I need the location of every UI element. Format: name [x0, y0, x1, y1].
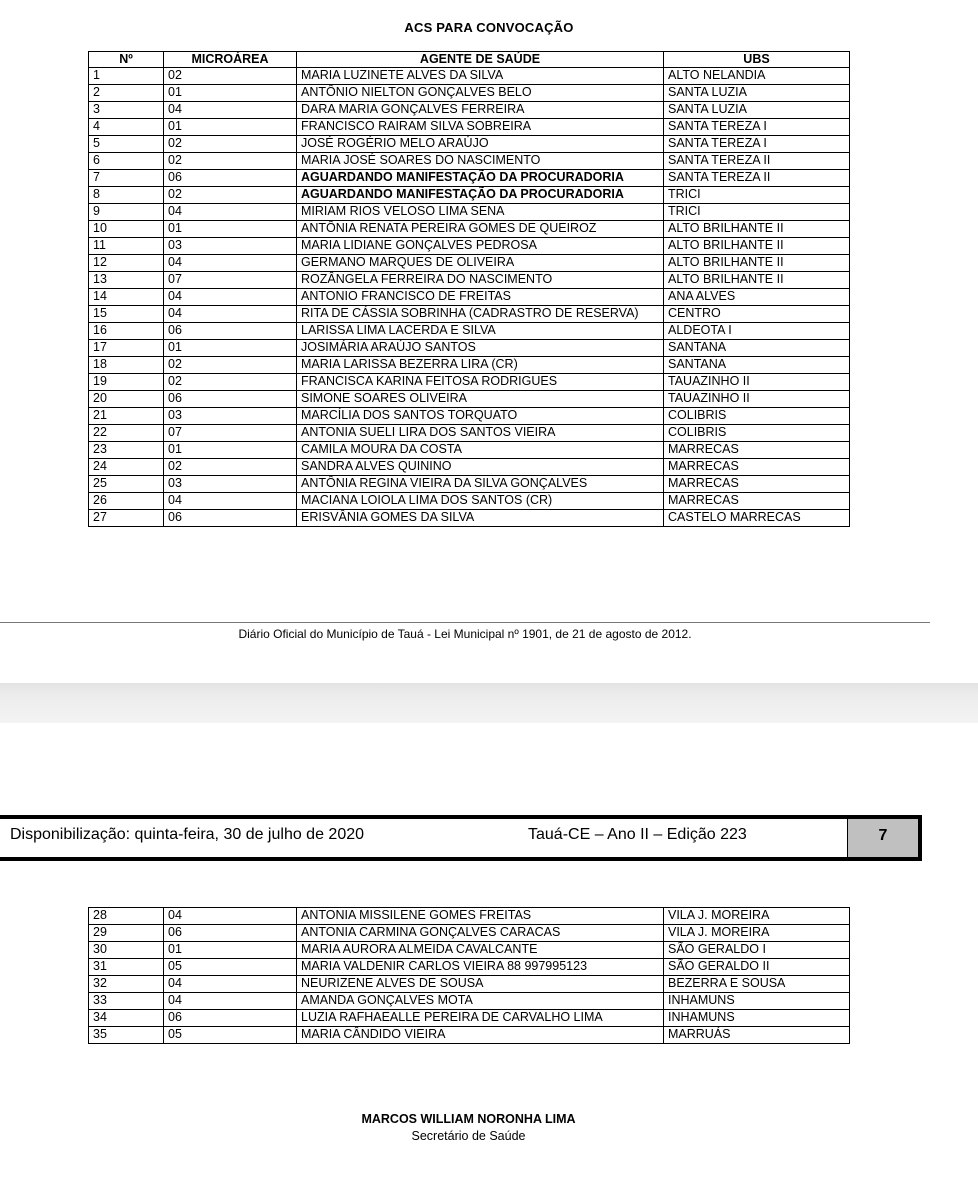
table-row	[89, 1010, 850, 1027]
cell-agent: ANTONIA CARMINA GONÇALVES CARACAS	[297, 925, 664, 942]
cell-microarea: 06	[164, 323, 297, 340]
cell-microarea: 03	[164, 238, 297, 255]
table-row	[89, 925, 850, 942]
cell-microarea: 06	[164, 510, 297, 527]
cell-ubs: SANTANA	[664, 340, 850, 357]
cell-number: 5	[89, 136, 164, 153]
cell-agent: ANTÔNIA REGINA VIEIRA DA SILVA GONÇALVES	[297, 476, 664, 493]
cell-ubs: ALTO BRILHANTE II	[664, 255, 850, 272]
cell-number: 19	[89, 374, 164, 391]
table-row	[89, 374, 850, 391]
cell-microarea: 01	[164, 942, 297, 959]
availability-date: Disponibilização: quinta-feira, 30 de julho de 2020	[10, 826, 365, 843]
cell-agent: ERISVÂNIA GOMES DA SILVA	[297, 510, 664, 527]
cell-microarea: 05	[164, 1027, 297, 1044]
cell-ubs: SANTA TEREZA I	[664, 136, 850, 153]
cell-agent: AMANDA GONÇALVES MOTA	[297, 993, 664, 1010]
table-row	[89, 306, 850, 323]
cell-number: 15	[89, 306, 164, 323]
cell-ubs: SANTA TEREZA I	[664, 119, 850, 136]
table-row	[89, 255, 850, 272]
cell-agent: GERMANO MARQUES DE OLIVEIRA	[297, 255, 664, 272]
cell-microarea: 04	[164, 976, 297, 993]
cell-microarea: 06	[164, 170, 297, 187]
cell-microarea: 01	[164, 221, 297, 238]
cell-agent: MARIA CÂNDIDO VIEIRA	[297, 1027, 664, 1044]
cell-ubs: MARRECAS	[664, 442, 850, 459]
table-row	[89, 442, 850, 459]
cell-ubs: TAUAZINHO II	[664, 374, 850, 391]
table-row	[89, 170, 850, 187]
table-row	[89, 1027, 850, 1044]
cell-agent: MARIA VALDENIR CARLOS VIEIRA 88 997995123	[297, 959, 664, 976]
cell-number: 26	[89, 493, 164, 510]
cell-microarea: 04	[164, 993, 297, 1010]
cell-ubs: SANTANA	[664, 357, 850, 374]
table-row	[89, 238, 850, 255]
header-microarea: MICROÁREA	[164, 52, 297, 68]
cell-agent: AGUARDANDO MANIFESTAÇÃO DA PROCURADORIA	[297, 170, 664, 187]
cell-number: 10	[89, 221, 164, 238]
table-row	[89, 187, 850, 204]
table-row	[89, 959, 850, 976]
cell-number: 1	[89, 68, 164, 85]
cell-microarea: 03	[164, 476, 297, 493]
cell-microarea: 04	[164, 908, 297, 925]
table-row	[89, 459, 850, 476]
cell-number: 14	[89, 289, 164, 306]
cell-microarea: 05	[164, 959, 297, 976]
cell-ubs: TRICI	[664, 204, 850, 221]
table-row	[89, 942, 850, 959]
cell-microarea: 04	[164, 306, 297, 323]
cell-agent: RITA DE CÁSSIA SOBRINHA (CADRASTRO DE RESERVA)	[297, 306, 664, 323]
cell-number: 9	[89, 204, 164, 221]
table-row	[89, 425, 850, 442]
cell-ubs: ALTO BRILHANTE II	[664, 221, 850, 238]
cell-agent: MARIA LIDIANE GONÇALVES PEDROSA	[297, 238, 664, 255]
table-header-row	[89, 52, 850, 68]
cell-microarea: 01	[164, 340, 297, 357]
cell-microarea: 02	[164, 136, 297, 153]
cell-microarea: 02	[164, 153, 297, 170]
table-row	[89, 272, 850, 289]
cell-ubs: SÃO GERALDO II	[664, 959, 850, 976]
cell-number: 2	[89, 85, 164, 102]
cell-number: 7	[89, 170, 164, 187]
cell-agent: AGUARDANDO MANIFESTAÇÃO DA PROCURADORIA	[297, 187, 664, 204]
cell-agent: MARIA AURORA ALMEIDA CAVALCANTE	[297, 942, 664, 959]
cell-number: 12	[89, 255, 164, 272]
cell-ubs: CENTRO	[664, 306, 850, 323]
cell-number: 18	[89, 357, 164, 374]
cell-microarea: 02	[164, 187, 297, 204]
cell-number: 24	[89, 459, 164, 476]
cell-ubs: MARRECAS	[664, 459, 850, 476]
cell-microarea: 01	[164, 119, 297, 136]
table-row	[89, 510, 850, 527]
cell-microarea: 01	[164, 85, 297, 102]
cell-number: 16	[89, 323, 164, 340]
header-ubs: UBS	[664, 52, 850, 68]
cell-ubs: ALTO NELANDIA	[664, 68, 850, 85]
cell-ubs: ALDEOTA I	[664, 323, 850, 340]
cell-agent: MARCÍLIA DOS SANTOS TORQUATO	[297, 408, 664, 425]
cell-ubs: ALTO BRILHANTE II	[664, 272, 850, 289]
edition-info: Tauá-CE – Ano II – Edição 223	[528, 826, 747, 843]
table-row	[89, 85, 850, 102]
cell-microarea: 04	[164, 255, 297, 272]
cell-microarea: 04	[164, 204, 297, 221]
cell-microarea: 02	[164, 68, 297, 85]
cell-agent: MARIA JOSÉ SOARES DO NASCIMENTO	[297, 153, 664, 170]
cell-number: 11	[89, 238, 164, 255]
cell-agent: MARIA LUZINETE ALVES DA SILVA	[297, 68, 664, 85]
cell-number: 13	[89, 272, 164, 289]
cell-ubs: SANTA TEREZA II	[664, 170, 850, 187]
header-agent: AGENTE DE SAÚDE	[297, 52, 664, 68]
cell-microarea: 02	[164, 357, 297, 374]
table-row	[89, 357, 850, 374]
cell-number: 22	[89, 425, 164, 442]
table-row	[89, 136, 850, 153]
table-row	[89, 408, 850, 425]
cell-number: 6	[89, 153, 164, 170]
footer-divider	[0, 622, 930, 623]
cell-number: 34	[89, 1010, 164, 1027]
cell-microarea: 01	[164, 442, 297, 459]
table-row	[89, 493, 850, 510]
cell-microarea: 06	[164, 925, 297, 942]
cell-ubs: ALTO BRILHANTE II	[664, 238, 850, 255]
table-row	[89, 391, 850, 408]
cell-ubs: INHAMUNS	[664, 993, 850, 1010]
table-row	[89, 102, 850, 119]
cell-agent: ANTONIO FRANCISCO DE FREITAS	[297, 289, 664, 306]
cell-agent: NEURIZENE ALVES DE SOUSA	[297, 976, 664, 993]
cell-agent: MARIA LARISSA BEZERRA LIRA (CR)	[297, 357, 664, 374]
cell-ubs: ANA ALVES	[664, 289, 850, 306]
table-row	[89, 908, 850, 925]
cell-agent: MIRIAM RIOS VELOSO LIMA SENA	[297, 204, 664, 221]
cell-agent: FRANCISCO RAIRAM SILVA SOBREIRA	[297, 119, 664, 136]
cell-ubs: VILA J. MOREIRA	[664, 908, 850, 925]
cell-agent: LUZIA RAFHAEALLE PEREIRA DE CARVALHO LIMA	[297, 1010, 664, 1027]
cell-microarea: 06	[164, 1010, 297, 1027]
cell-agent: SANDRA ALVES QUININO	[297, 459, 664, 476]
table-row	[89, 476, 850, 493]
cell-agent: ANTONIA SUELI LIRA DOS SANTOS VIEIRA	[297, 425, 664, 442]
table-row	[89, 289, 850, 306]
cell-agent: SIMONE SOARES OLIVEIRA	[297, 391, 664, 408]
table-body	[89, 908, 850, 1044]
cell-ubs: VILA J. MOREIRA	[664, 925, 850, 942]
cell-ubs: SÃO GERALDO I	[664, 942, 850, 959]
cell-number: 32	[89, 976, 164, 993]
cell-number: 28	[89, 908, 164, 925]
cell-microarea: 04	[164, 289, 297, 306]
cell-microarea: 02	[164, 374, 297, 391]
cell-agent: ROZÂNGELA FERREIRA DO NASCIMENTO	[297, 272, 664, 289]
cell-number: 30	[89, 942, 164, 959]
cell-ubs: SANTA TEREZA II	[664, 153, 850, 170]
table-row	[89, 993, 850, 1010]
table-row	[89, 68, 850, 85]
table-row	[89, 976, 850, 993]
page-number: 7	[847, 819, 918, 857]
cell-microarea: 07	[164, 272, 297, 289]
cell-number: 31	[89, 959, 164, 976]
footer-legal-text: Diário Oficial do Município de Tauá - Lei Municipal nº 1901, de 21 de agosto de 2012.	[238, 627, 692, 641]
table-row	[89, 323, 850, 340]
cell-microarea: 02	[164, 459, 297, 476]
cell-number: 29	[89, 925, 164, 942]
cell-agent: JOSIMÁRIA ARAÚJO SANTOS	[297, 340, 664, 357]
cell-ubs: COLIBRIS	[664, 408, 850, 425]
cell-ubs: MARRECAS	[664, 493, 850, 510]
cell-number: 27	[89, 510, 164, 527]
cell-number: 35	[89, 1027, 164, 1044]
header-number: Nº	[89, 52, 164, 68]
cell-agent: FRANCISCA KARINA FEITOSA RODRIGUES	[297, 374, 664, 391]
cell-microarea: 04	[164, 102, 297, 119]
cell-agent: MACIANA LOIOLA LIMA DOS SANTOS (CR)	[297, 493, 664, 510]
cell-agent: CAMILA MOURA DA COSTA	[297, 442, 664, 459]
page-separator	[0, 683, 978, 723]
cell-number: 8	[89, 187, 164, 204]
cell-microarea: 03	[164, 408, 297, 425]
acs-table-part1	[88, 51, 850, 527]
cell-number: 33	[89, 993, 164, 1010]
table-row	[89, 204, 850, 221]
cell-ubs: BEZERRA E SOUSA	[664, 976, 850, 993]
cell-ubs: COLIBRIS	[664, 425, 850, 442]
cell-number: 25	[89, 476, 164, 493]
cell-ubs: CASTELO MARRECAS	[664, 510, 850, 527]
cell-ubs: TAUAZINHO II	[664, 391, 850, 408]
document-title: ACS PARA CONVOCAÇÃO	[404, 20, 574, 35]
cell-microarea: 04	[164, 493, 297, 510]
cell-ubs: SANTA LUZIA	[664, 85, 850, 102]
cell-ubs: INHAMUNS	[664, 1010, 850, 1027]
cell-number: 3	[89, 102, 164, 119]
table-row	[89, 119, 850, 136]
cell-agent: JOSÉ ROGÉRIO MELO ARAÚJO	[297, 136, 664, 153]
cell-agent: ANTÔNIO NIELTON GONÇALVES BELO	[297, 85, 664, 102]
cell-number: 20	[89, 391, 164, 408]
signatory-name: MARCOS WILLIAM NORONHA LIMA	[361, 1112, 576, 1126]
cell-ubs: MARRECAS	[664, 476, 850, 493]
table-body	[89, 68, 850, 527]
page-header	[0, 815, 922, 861]
cell-agent: LARISSA LIMA LACERDA E SILVA	[297, 323, 664, 340]
table-row	[89, 340, 850, 357]
cell-ubs: TRICI	[664, 187, 850, 204]
cell-number: 21	[89, 408, 164, 425]
cell-microarea: 06	[164, 391, 297, 408]
cell-ubs: MARRUÁS	[664, 1027, 850, 1044]
table-row	[89, 153, 850, 170]
cell-number: 4	[89, 119, 164, 136]
cell-number: 23	[89, 442, 164, 459]
cell-agent: ANTONIA MISSILENE GOMES FREITAS	[297, 908, 664, 925]
cell-microarea: 07	[164, 425, 297, 442]
cell-ubs: SANTA LUZIA	[664, 102, 850, 119]
acs-table-part2	[88, 907, 850, 1044]
table-row	[89, 221, 850, 238]
signatory-role: Secretário de Saúde	[411, 1129, 526, 1143]
cell-number: 17	[89, 340, 164, 357]
cell-agent: DARA MARIA GONÇALVES FERREIRA	[297, 102, 664, 119]
cell-agent: ANTÔNIA RENATA PEREIRA GOMES DE QUEIROZ	[297, 221, 664, 238]
